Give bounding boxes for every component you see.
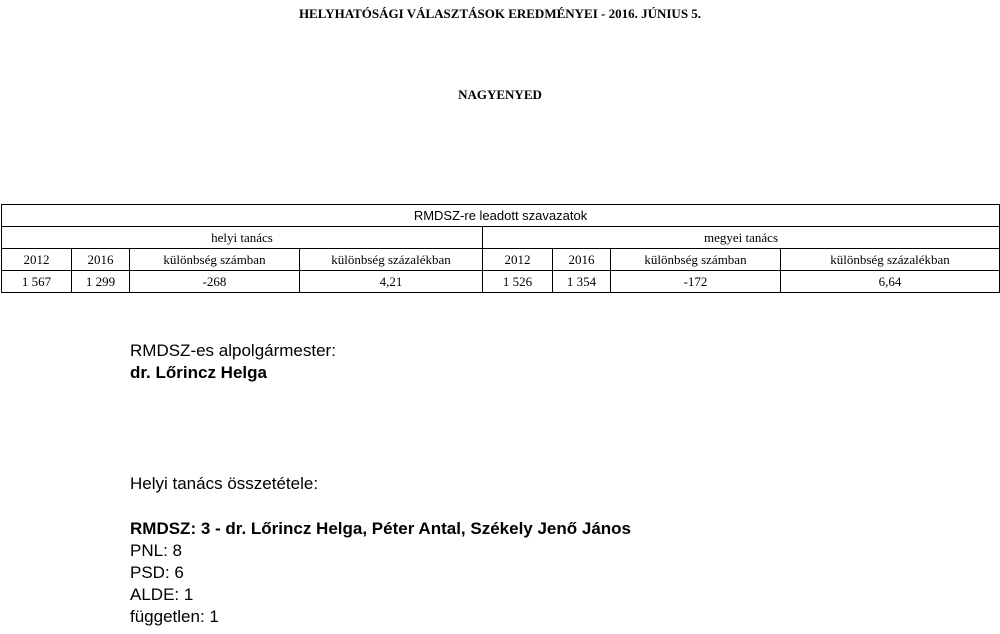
deputy-name: dr. Lőrincz Helga [130, 363, 267, 382]
document-title: HELYHATÓSÁGI VÁLASZTÁSOK EREDMÉNYEI - 2016. JÚNIUS 5. [298, 6, 702, 21]
column-header: különbség számban [611, 249, 781, 271]
column-header: különbség százalékban [781, 249, 1000, 271]
column-header-row [2, 249, 1000, 271]
council-composition [130, 518, 631, 628]
table-cell: 1 567 [2, 271, 72, 293]
column-header: különbség számban [130, 249, 300, 271]
table-cell: -172 [611, 271, 781, 293]
table-caption: RMDSZ-re leadott szavazatok [2, 205, 1000, 227]
town-name: NAGYENYED [458, 87, 542, 102]
council-party: ALDE: 1 [130, 585, 194, 604]
council-party: független: 1 [130, 607, 219, 626]
column-header: különbség százalékban [300, 249, 483, 271]
group-header-local: helyi tanács [2, 227, 483, 249]
column-header: 2012 [483, 249, 553, 271]
group-header-county: megyei tanács [483, 227, 1000, 249]
table-cell: 6,64 [781, 271, 1000, 293]
table-cell: 1 299 [72, 271, 130, 293]
table-cell: 1 354 [553, 271, 611, 293]
column-header: 2016 [553, 249, 611, 271]
table-cell: 1 526 [483, 271, 553, 293]
deputy-section [130, 340, 336, 384]
council-label: Helyi tanács összetétele: [130, 474, 319, 493]
council-rmdsz: RMDSZ: 3 - dr. Lőrincz Helga, Péter Antal, Székely Jenő János [130, 519, 632, 538]
deputy-label: RMDSZ-es alpolgármester: [130, 341, 336, 360]
council-party: PNL: 8 [130, 541, 182, 560]
column-header: 2012 [2, 249, 72, 271]
column-header: 2016 [72, 249, 130, 271]
results-table [1, 204, 1000, 293]
table-row [2, 271, 1000, 293]
table-cell: -268 [130, 271, 300, 293]
council-party: PSD: 6 [130, 563, 184, 582]
table-cell: 4,21 [300, 271, 483, 293]
